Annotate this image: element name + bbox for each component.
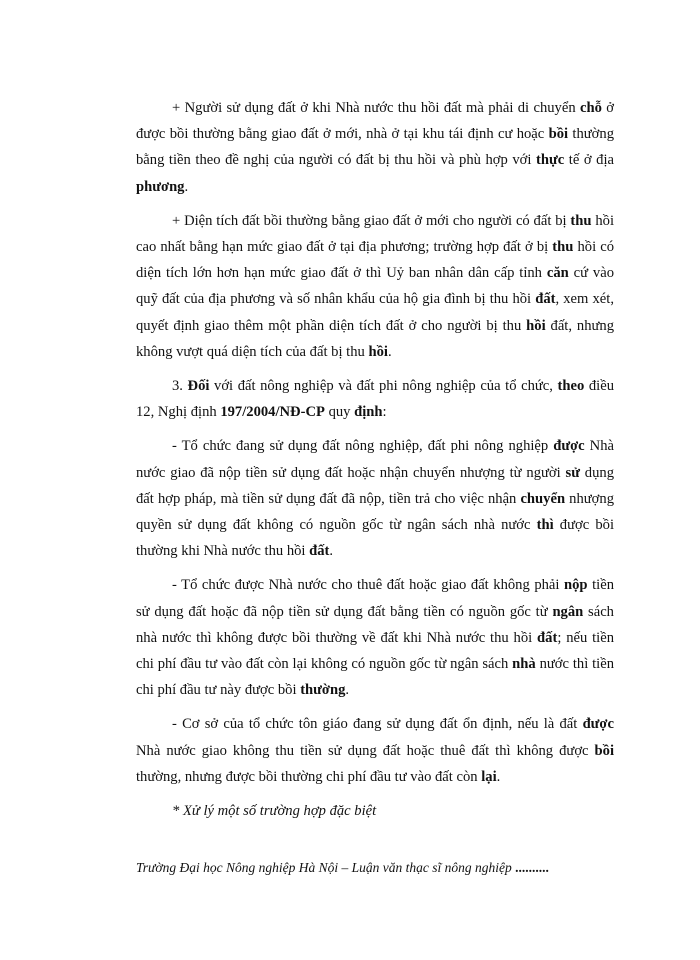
text-segment: tế ở địa (564, 152, 614, 169)
text-segment: . (387, 343, 392, 360)
bold-text-segment: thì (536, 517, 554, 534)
bold-text-segment: theo (557, 378, 585, 395)
text-segment: hồi có diện tích lớn hơn hạn mức giao đất ở thì Uỷ ban nhân dân cấp tỉnh (136, 239, 614, 282)
text-segment: Nhà nước giao không thu tiền sử dụng đất hoặc thuê đất thì không được (136, 742, 595, 759)
paragraph-land-area-limit (136, 208, 614, 365)
text-segment: + Người sử dụng đất ở khi Nhà nước thu hồi đất mà phải di chuyển (172, 100, 581, 116)
bold-text-segment: thu (570, 212, 592, 229)
text-segment: . (345, 682, 350, 699)
paragraph-organization-leased-land (136, 572, 614, 703)
bold-text-segment: thực (536, 152, 565, 169)
text-segment: thường, nhưng được bồi thường chi phí đầu tư vào đất còn (136, 768, 482, 785)
footer-dots: .......... (515, 860, 549, 875)
text-segment: . (329, 543, 334, 560)
text-segment: nhượng quyền sử dụng đất không có nguồn gốc từ ngân sách nhà nước (136, 490, 614, 534)
bold-text-segment: lại (481, 768, 497, 785)
bold-text-segment: bồi (594, 742, 614, 759)
bold-text-segment: chỗ (580, 100, 602, 116)
paragraph-religious-organization (136, 711, 614, 790)
text-segment: dụng đất hợp pháp, mà tiền sử dụng đất đã nộp, tiền trả cho việc nhận (136, 464, 614, 507)
bold-text-segment: 197/2004/NĐ-CP (220, 404, 325, 421)
text-segment: nước thì tiền chi phí đầu tư này được bồi (136, 656, 614, 699)
page-footer (136, 860, 614, 876)
bold-text-segment: đất (309, 543, 330, 560)
text-segment: . (496, 768, 501, 785)
bold-text-segment: chuyển (520, 490, 566, 507)
text-segment: - Tổ chức được Nhà nước cho thuê đất hoặc giao đất không phải (172, 577, 565, 594)
bold-text-segment: Đối (187, 378, 210, 395)
bold-text-segment: sử (565, 464, 580, 481)
bold-text-segment: được (553, 438, 585, 455)
text-segment: - Tổ chức đang sử dụng đất nông nghiệp, đất phi nông nghiệp (172, 438, 554, 455)
text-segment: * Xử lý một số trường hợp đặc biệt (172, 803, 377, 820)
text-segment: thường bằng tiền theo đề nghị của người có đất bị thu hồi và phù hợp với (136, 126, 614, 169)
paragraph-organization-paid-land (136, 433, 614, 564)
bold-text-segment: định (354, 404, 383, 421)
text-segment: Nhà nước giao đã nộp tiền sử dụng đất hoặc nhận chuyển nhượng từ người (136, 438, 614, 481)
text-segment: với đất nông nghiệp và đất phi nông nghiệp của tổ chức, (209, 378, 558, 395)
text-segment: - Cơ sở của tổ chức tôn giáo đang sử dụng đất ổn định, nếu là đất (172, 716, 583, 733)
footer-text: Trường Đại học Nông nghiệp Hà Nội – Luận văn thạc sĩ nông nghiệp (136, 860, 516, 875)
paragraph-resettlement-land (136, 95, 614, 200)
bold-text-segment: nhà (512, 656, 536, 673)
bold-text-segment: ngân (552, 603, 584, 620)
text-segment: + Diện tích đất bồi thường bằng giao đất ở mới cho người có đất bị (172, 212, 571, 229)
bold-text-segment: thường (300, 682, 346, 699)
bold-text-segment: hồi (368, 343, 388, 360)
text-segment: tiền sử dụng đất hoặc đã nộp tiền sử dụng đất bằng tiền có nguồn gốc từ (136, 577, 614, 620)
text-segment: sách nhà nước thì không được bồi thường về đất khi Nhà nước thu hồi (136, 603, 614, 646)
text-segment: đất, nhưng không vượt quá diện tích của đất bị thu (136, 317, 615, 360)
bold-text-segment: căn (546, 265, 569, 282)
bold-text-segment: hồi (526, 317, 546, 334)
bold-text-segment: được (582, 716, 614, 733)
text-segment: 3. (172, 378, 188, 395)
text-segment: điều 12, Nghị định (136, 378, 614, 421)
bold-text-segment: nộp (564, 577, 588, 594)
paragraph-special-cases-heading (136, 798, 614, 824)
text-segment: . (184, 178, 189, 195)
text-segment: được bồi thường khi Nhà nước thu hồi (136, 517, 614, 560)
bold-text-segment: đất (535, 291, 556, 308)
bold-text-segment: phương (136, 178, 185, 195)
document-body (136, 95, 614, 832)
text-segment: quy (324, 404, 355, 421)
text-segment: cứ vào quỹ đất của địa phương và số nhân khẩu của hộ gia đình bị thu hồi (136, 265, 614, 308)
text-segment: : (382, 404, 387, 421)
text-segment: ở được bồi thường bằng giao đất ở mới, nhà ở tại khu tái định cư hoặc (136, 100, 614, 143)
text-segment: hồi cao nhất bằng hạn mức giao đất ở tại địa phương; trường hợp đất ở bị (136, 212, 615, 256)
bold-text-segment: đất (537, 629, 558, 646)
paragraph-organization-land (136, 373, 614, 425)
bold-text-segment: thu (552, 239, 574, 256)
text-segment: ; nếu tiền chi phí đầu tư vào đất còn lại không có nguồn gốc từ ngân sách (136, 629, 615, 673)
bold-text-segment: bồi (548, 126, 569, 143)
text-segment: , xem xét, quyết định giao thêm một phần diện tích đất ở cho người bị thu (136, 291, 614, 334)
